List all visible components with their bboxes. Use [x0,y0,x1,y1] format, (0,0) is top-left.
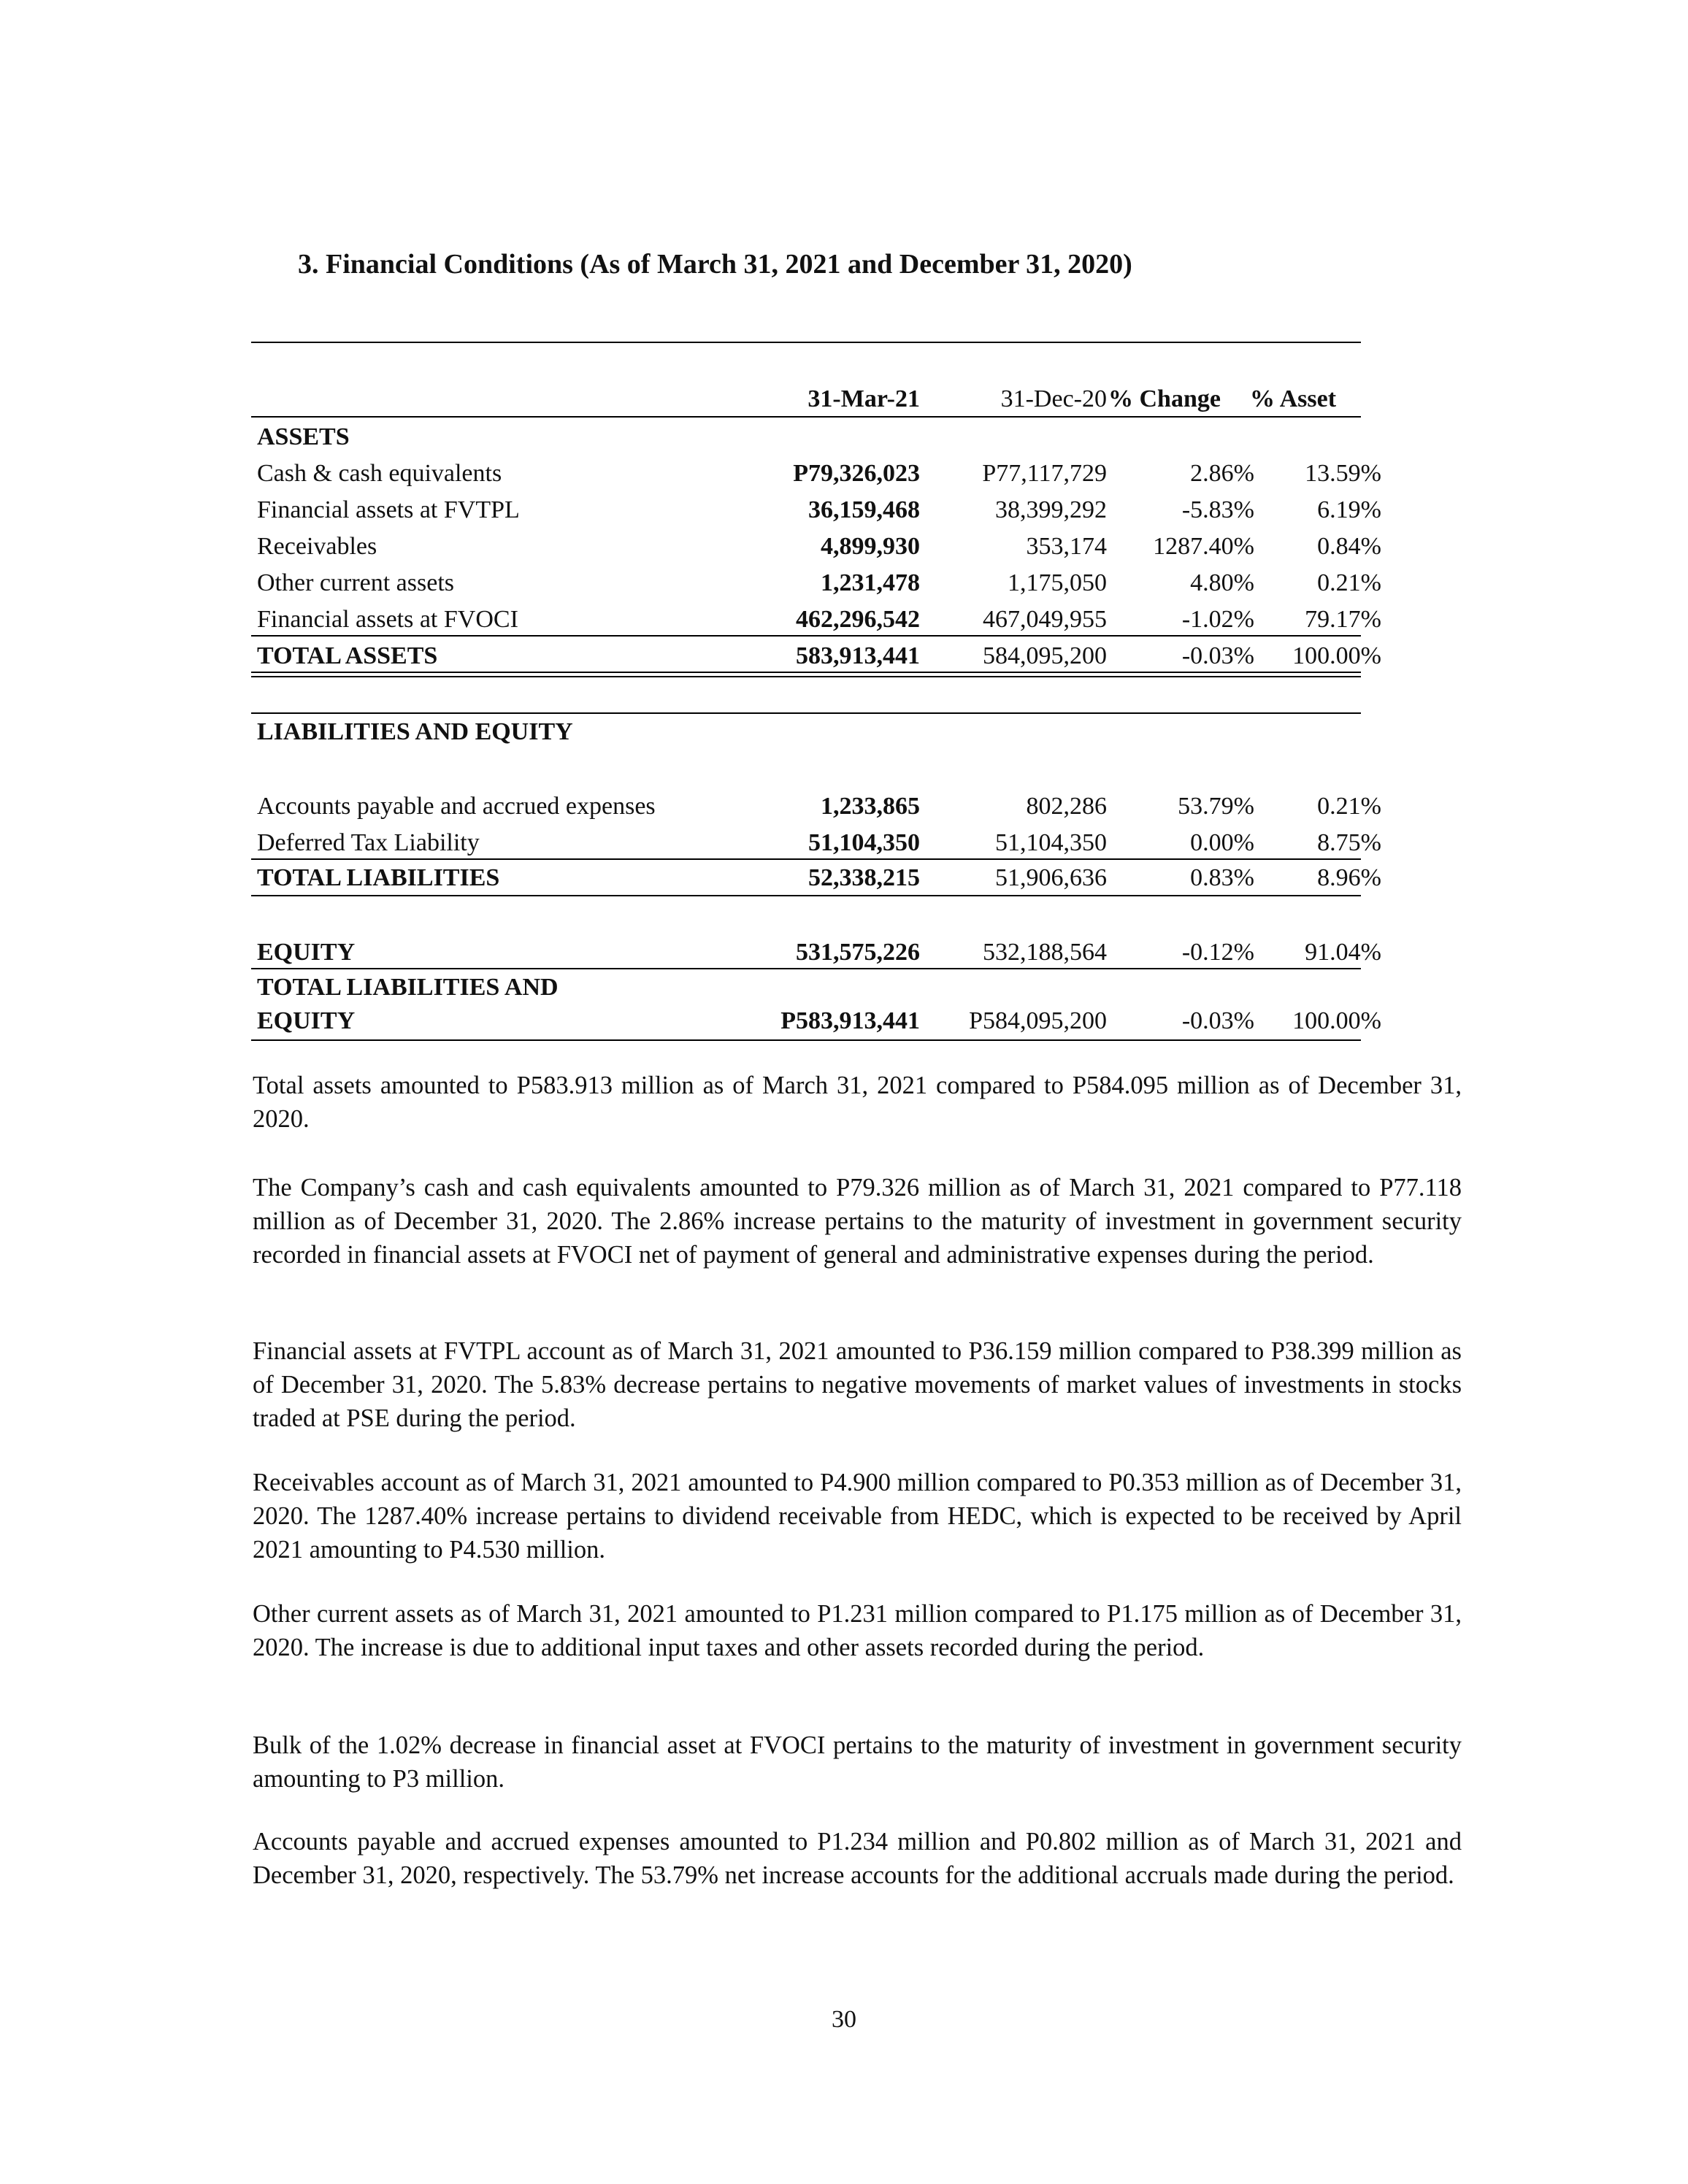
section-heading: 3. Financial Conditions (As of March 31, 2021 and December 31, 2020) [298,249,1132,280]
page-number: 30 [832,2006,856,2033]
cell-asset: 0.21% [1317,793,1381,820]
cell-mar: 36,159,468 [808,496,920,523]
total-assets-label: TOTAL ASSETS [257,642,438,669]
cell-change: 4.80% [1190,569,1254,596]
cell-change: 1287.40% [1153,533,1254,560]
paragraph-other-assets: Other current assets as of March 31, 2021 amounted to P1.231 million compared to P1.175 million as of December 31, 2020. The increase is due to additional input taxes and other assets recorded during the period. [253,1600,1462,1661]
paragraph-receivables: Receivables account as of March 31, 2021 amounted to P4.900 million compared to P0.353 million as of December 31, 2020. The 1287.40% increase pertains to dividend receivable from HEDC, which is expected to be received by April 2021 amounting to P4.530 million. [253,1469,1462,1564]
cell-asset: 6.19% [1317,496,1381,523]
total-le-asset: 100.00% [1292,1007,1381,1034]
total-liabilities-mar: 52,338,215 [808,864,920,891]
equity-change: -0.12% [1181,939,1254,966]
cell-asset: 8.75% [1317,829,1381,856]
equity-mar: 531,575,226 [796,939,920,966]
liab-equity-label: LIABILITIES AND EQUITY [257,718,573,745]
total-liabilities-asset: 8.96% [1317,864,1381,891]
total-le-label-line1: TOTAL LIABILITIES AND [257,974,559,1001]
total-assets-dec: 584,095,200 [983,642,1107,669]
cell-dec: 353,174 [1026,533,1107,560]
total-le-change: -0.03% [1181,1007,1254,1034]
cell-mar: P79,326,023 [793,460,920,487]
cell-change: 53.79% [1178,793,1254,820]
equity-label: EQUITY [257,939,356,966]
cell-dec: 38,399,292 [995,496,1107,523]
total-assets-change: -0.03% [1181,642,1254,669]
cell-dec: 802,286 [1026,793,1107,820]
row-label: Financial assets at FVTPL [257,496,520,523]
paragraph-payables: Accounts payable and accrued expenses amounted to P1.234 million and P0.802 million as of March 31, 2021 and December 31, 2020, respectively. The 53.79% net increase accounts for the additional accruals made during the period. [253,1828,1462,1889]
total-rule-2 [251,676,1361,677]
total-rule [251,895,1361,896]
cell-mar: 1,233,865 [821,793,920,820]
total-liabilities-change: 0.83% [1190,864,1254,891]
cell-dec: P77,117,729 [982,460,1107,487]
header-rule [251,416,1361,418]
section-rule [251,712,1361,714]
cell-mar: 4,899,930 [821,533,920,560]
equity-rule [251,968,1361,969]
cell-change: -5.83% [1181,496,1254,523]
paragraph-fvtpl: Financial assets at FVTPL account as of March 31, 2021 amounted to P36.159 million compared to P38.399 million as of December 31, 2020. The 5.83% decrease pertains to negative movements of market values of investments in stocks traded at PSE during the period. [253,1337,1462,1432]
table-top-rule [251,342,1361,343]
row-label: Other current assets [257,569,455,596]
cell-asset: 0.21% [1317,569,1381,596]
paragraph-total-assets: Total assets amounted to P583.913 million as of March 31, 2021 compared to P584.095 million as of December 31, 2020. [253,1072,1462,1133]
total-liabilities-label: TOTAL LIABILITIES [257,864,500,891]
total-liabilities-dec: 51,906,636 [995,864,1107,891]
cell-asset: 79.17% [1305,606,1381,633]
equity-dec: 532,188,564 [983,939,1107,966]
row-label: Financial assets at FVOCI [257,606,518,633]
cell-mar: 462,296,542 [796,606,920,633]
col-header-change: % Change [1108,385,1221,412]
total-assets-asset: 100.00% [1292,642,1381,669]
row-label: Receivables [257,533,377,560]
row-label: Deferred Tax Liability [257,829,480,856]
cell-change: 2.86% [1190,460,1254,487]
cell-dec: 467,049,955 [983,606,1107,633]
total-le-dec: P584,095,200 [969,1007,1107,1034]
col-header-mar21: 31-Mar-21 [807,385,920,412]
paragraph-fvoci: Bulk of the 1.02% decrease in financial asset at FVOCI pertains to the maturity of investment in government security amounting to P3 million. [253,1731,1462,1793]
equity-asset: 91.04% [1305,939,1381,966]
total-assets-mar: 583,913,441 [796,642,920,669]
cell-mar: 51,104,350 [808,829,920,856]
cell-asset: 0.84% [1317,533,1381,560]
cell-dec: 1,175,050 [1008,569,1107,596]
total-le-mar: P583,913,441 [780,1007,920,1034]
cell-change: 0.00% [1190,829,1254,856]
assets-section-label: ASSETS [257,423,350,450]
total-le-label-line2: EQUITY [257,1007,356,1034]
cell-mar: 1,231,478 [821,569,920,596]
cell-change: -1.02% [1181,606,1254,633]
paragraph-cash: The Company’s cash and cash equivalents amounted to P79.326 million as of March 31, 2021 compared to P77.118 million as of December 31, 2020. The 2.86% increase pertains to the maturity of investment in government security recorded in financial assets at FVOCI net of payment of general and administrative expenses during the period. [253,1174,1462,1269]
subtotal-rule [251,635,1361,637]
col-header-asset: % Asset [1250,385,1337,412]
final-rule [251,1039,1361,1041]
cell-asset: 13.59% [1305,460,1381,487]
total-rule-1 [251,672,1361,673]
col-header-dec20: 31-Dec-20 [1000,385,1107,412]
row-label: Cash & cash equivalents [257,460,502,487]
subtotal-rule [251,858,1361,860]
cell-dec: 51,104,350 [995,829,1107,856]
row-label: Accounts payable and accrued expenses [257,793,656,820]
